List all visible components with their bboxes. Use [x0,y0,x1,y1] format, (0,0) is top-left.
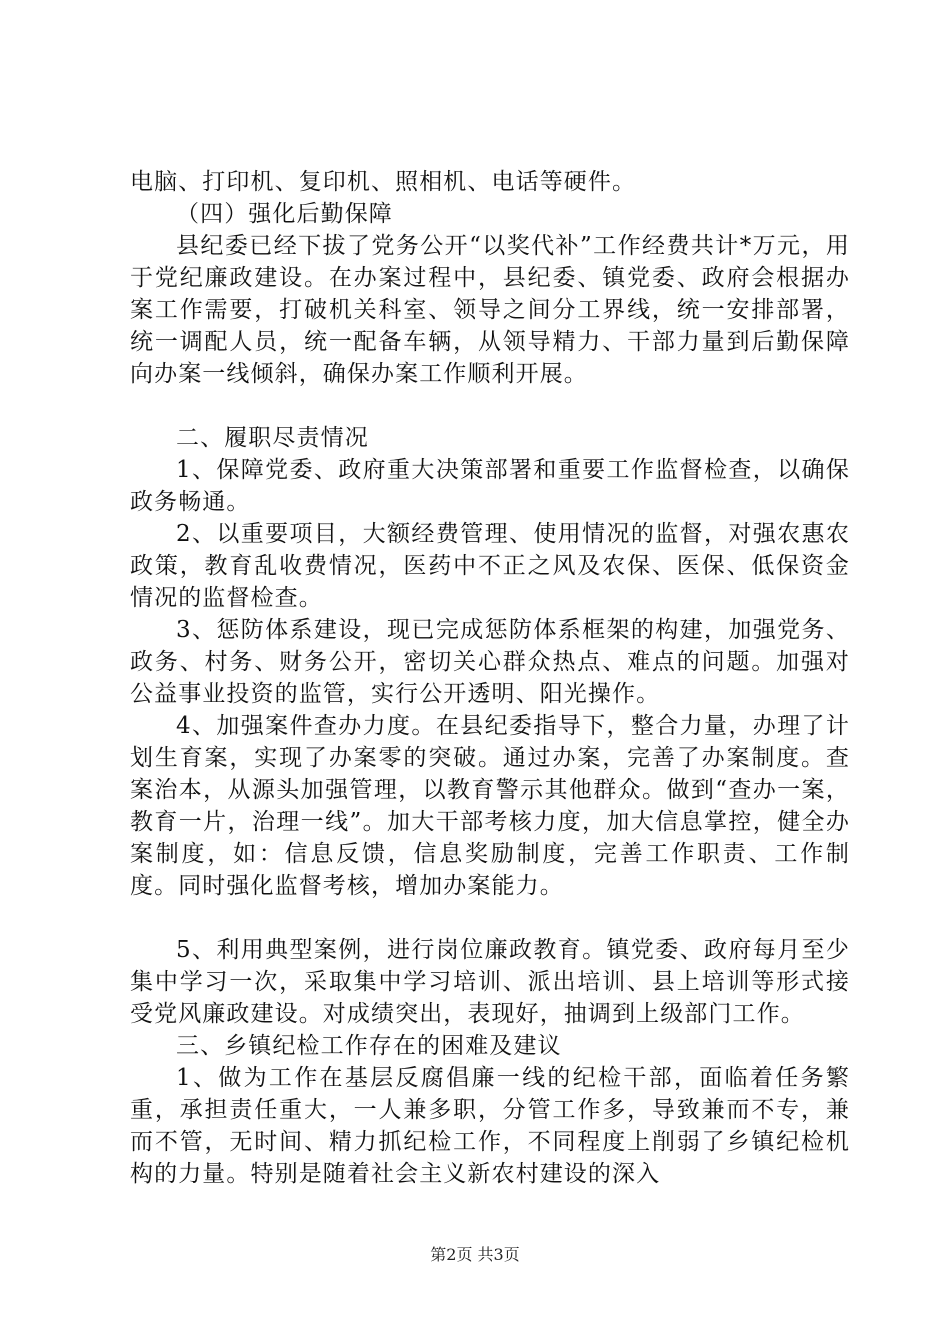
paragraph-duty-4: 4、加强案件查办力度。在县纪委指导下，整合力量，办理了计划生育案，实现了办案零的突破。通过办案，完善了办案制度。查案治本，从源头加强管理，以教育警示其他群众。做到“查办一案，教育一片，治理一线”。加大干部考核力度，加大信息掌控，健全办案制度，如：信息反馈，信息奖励制度，完善工作职责、工作制度。同时强化监督考核，增加办案能力。 [130,713,850,899]
paragraph-difficulty-1: 1、做为工作在基层反腐倡廉一线的纪检干部，面临着任务繁重，承担责任重大，一人兼多职，分管工作多，导致兼而不专，兼而不管，无时间、精力抓纪检工作，不同程度上削弱了乡镇纪检机构的力量。特别是随着社会主义新农村建设的深入 [130,1065,850,1187]
section-heading-difficulties: 三、乡镇纪检工作存在的困难及建议 [176,1033,562,1059]
paragraph-logistics: 县纪委已经下拔了党务公开“以奖代补”工作经费共计*万元，用于党纪廉政建设。在办案过程中，县纪委、镇党委、政府会根据办案工作需要，打破机关科室、领导之间分工界线，统一安排部署，统一调配人员，统一配备车辆，从领导精力、干部力量到后勤保障向办案一线倾斜，确保办案工作顺利开展。 [130,233,850,387]
paragraph-duty-2: 2、以重要项目，大额经费管理、使用情况的监督，对强农惠农政策，教育乱收费情况，医药中不正之风及农保、医保、低保资金情况的监督检查。 [130,521,850,611]
section-heading-logistics: （四）强化后勤保障 [176,201,393,227]
paragraph-duty-5: 5、利用典型案例，进行岗位廉政教育。镇党委、政府每月至少集中学习一次，采取集中学习培训、派出培训、县上培训等形式接受党风廉政建设。对成绩突出，表现好，抽调到上级部门工作。 [130,937,850,1027]
page-number-label: 第2页 共3页 [430,1245,520,1264]
paragraph-duty-3: 3、惩防体系建设，现已完成惩防体系框架的构建，加强党务、政务、村务、财务公开，密切关心群众热点、难点的问题。加强对公益事业投资的监管，实行公开透明、阳光操作。 [130,617,850,707]
page-footer [0,1245,950,1265]
section-heading-duties: 二、履职尽责情况 [176,425,369,451]
document-body [130,166,850,1190]
paragraph-duty-1: 1、保障党委、政府重大决策部署和重要工作监督检查，以确保政务畅通。 [130,457,850,515]
paragraph-hardware-continuation: 电脑、打印机、复印机、照相机、电话等硬件。 [130,169,637,195]
